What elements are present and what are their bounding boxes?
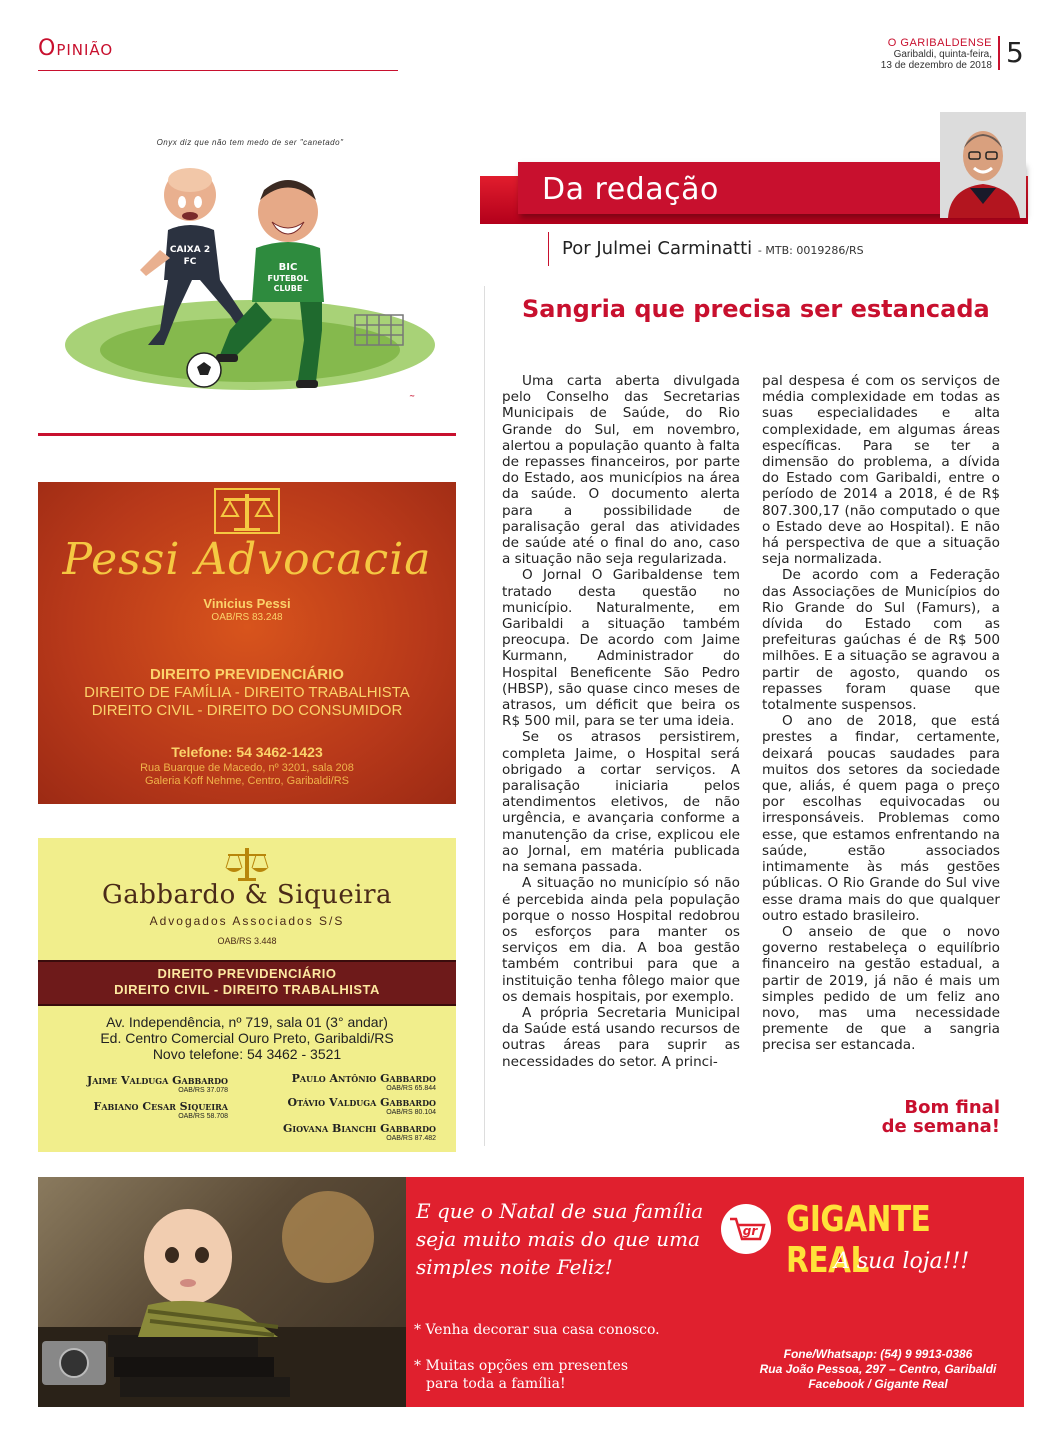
author-name: Por Julmei Carminatti — [562, 238, 753, 259]
lawyer-oab: OAB/RS 58.708 — [178, 1113, 228, 1120]
author-registration: - MTB: 0019286/RS — [757, 244, 864, 257]
lawyer-name: Jaime Valduga Gabbardo — [87, 1074, 228, 1087]
star-icon: * — [414, 1358, 421, 1374]
paper-name: O GARIBALDENSE — [887, 37, 992, 49]
pessi-area: DIREITO CIVIL - DIREITO DO CONSUMIDOR — [91, 702, 403, 719]
pessi-address-line: Rua Buarque de Macedo, nº 3201, sala 208 — [140, 762, 354, 774]
gabbardo-firm-name: Gabbardo & Siqueira — [101, 880, 393, 910]
page-number: 5 — [1006, 36, 1024, 69]
paper-info — [881, 38, 992, 71]
bullet-text: Muitas opções em presentes — [425, 1358, 629, 1374]
gigante-bullet — [414, 1357, 628, 1393]
gigante-slogan: A sua loja!!! — [834, 1249, 970, 1274]
article-paragraph: O ano de 2018, que está prestes a findar, certamente, deixará poucas saudades para muitos dos setores da sociedade que, aliás, é quem paga o preço por escolhas equivocadas ou irresponsáveis. Problemas como esse, que estamos enfrentando na saúde, estão associados intimamente às más gestões públicas. O Rio Grande do Sul vive esse drama mais do que qualquer outro estado brasileiro. — [762, 713, 1000, 924]
byline — [562, 238, 864, 259]
gabbardo-lawyer — [44, 1074, 228, 1094]
date-line-1: Garibaldi, quinta-feira, — [893, 49, 992, 60]
column-title: Da redação — [542, 172, 719, 207]
gabbardo-practice-areas — [38, 966, 456, 998]
pessi-area: DIREITO PREVIDENCIÁRIO — [150, 666, 344, 683]
star-icon: * — [414, 1322, 421, 1338]
article-paragraph: A situação no município só não é percebida ainda pela população porque o nosso Hospital redobrou os esforços para manter os serviços em dia. A boa gestão também contribui para que a instituição tenha fôlego maior que os demais hospitais, por exemplo. — [502, 875, 740, 1005]
pessi-area: DIREITO DE FAMÍLIA - DIREITO TRABALHISTA — [84, 684, 410, 701]
gabbardo-address-line: Av. Independência, nº 719, sala 01 (3° andar) — [106, 1014, 388, 1030]
section-title: Opinião — [38, 36, 114, 61]
article-column-2 — [762, 373, 1000, 1054]
article-paragraph: Uma carta aberta divulgada pelo Conselho das Secretarias Municipais de Saúde, do Rio Grande do Sul, em novembro, alertou a população quanto à falta de repasses financeiros, por parte do Estado, aos municípios na área da saúde. O documento alerta para a possibilidade de paralisação geral das atividades de saúde até o final do ano, caso a situação não seja regularizada. — [502, 373, 740, 568]
cartoon-divider — [38, 433, 456, 436]
lawyer-oab: OAB/RS 87.482 — [386, 1135, 436, 1142]
scales-of-justice-icon — [214, 488, 280, 534]
ad-gabbardo-siqueira[interactable] — [38, 838, 456, 1152]
pessi-address-line: Galeria Koff Nehme, Centro, Garibaldi/RS — [145, 775, 349, 787]
cartoon-illustration — [60, 130, 440, 420]
article-signoff — [882, 1098, 1000, 1136]
gabbardo-subtitle: Advogados Associados S/S — [149, 914, 345, 928]
shirt-right-text-3: CLUBE — [273, 284, 303, 293]
scales-of-justice-icon — [224, 846, 270, 882]
gabbardo-lawyer — [248, 1096, 436, 1116]
article-paragraph: De acordo com a Federação das Associações de Municípios do Rio Grande do Sul (Famurs), a dívida do Estado com as prefeituras gaúchas é de R$ 500 milhões. E a situação se agravou a partir de agosto, quando os repasses foram quase que totalmente suspensos. — [762, 567, 1000, 714]
gigante-contact — [738, 1347, 1018, 1392]
contact-address: Rua João Pessoa, 297 – Centro, Garibaldi — [759, 1362, 997, 1376]
shirt-right-text-1: BIC — [278, 262, 298, 273]
date-line-2: 13 de dezembro de 2018 — [880, 60, 992, 71]
gabbardo-oab: OAB/RS 3.448 — [217, 936, 277, 946]
byline-divider — [548, 232, 549, 266]
gabbardo-lawyer — [44, 1100, 228, 1120]
page-number-divider — [998, 36, 1000, 70]
article-paragraph: pal despesa é com os serviços de média complexidade em todas as suas especialidades e alta complexidade, em algumas áreas específicas. Para se ter a dimensão do problema, a dívida do Estado com Garibaldi, entre o período de 2014 a 2018, é de R$ 807.300,17 (não computado o que o Estado deve ao Hospital). E não há perspectiva de que a situação seja normalizada. — [762, 373, 1000, 568]
shirt-left-text-2: FC — [183, 257, 197, 267]
pessi-lawyer-name: Vinicius Pessi — [203, 596, 291, 611]
svg-text:~: ~ — [409, 392, 415, 400]
bullet-text: Venha decorar sua casa conosco. — [425, 1322, 660, 1338]
bullet-text: para toda a família! — [426, 1376, 566, 1392]
gabbardo-area: DIREITO CIVIL - DIREITO TRABALHISTA — [114, 982, 380, 997]
pessi-firm-name: Pessi Advocacia — [62, 534, 432, 585]
gabbardo-address-line: Ed. Centro Comercial Ouro Preto, Garibaldi/RS — [100, 1030, 394, 1046]
gabbardo-address-line: Novo telefone: 54 3462 - 3521 — [152, 1046, 342, 1062]
article-headline: Sangria que precisa ser estancada — [522, 295, 990, 323]
gabbardo-address — [38, 1014, 456, 1062]
contact-phone: Fone/Whatsapp: (54) 9 9913-0386 — [783, 1347, 973, 1361]
gigante-bullet — [414, 1321, 660, 1339]
lawyer-name: Otávio Valduga Gabbardo — [287, 1096, 436, 1109]
ad-gigante-real[interactable] — [38, 1177, 1024, 1407]
christmas-message: E que o Natal de sua família seja muito mais do que uma simples noite Feliz! — [416, 1199, 704, 1279]
gabbardo-lawyer — [218, 1122, 436, 1142]
lawyer-name: Paulo Antônio Gabbardo — [291, 1072, 436, 1085]
gabbardo-lawyer — [248, 1072, 436, 1092]
shirt-left-text-1: CAIXA 2 — [169, 245, 211, 255]
lawyer-name: Giovana Bianchi Gabbardo — [282, 1122, 436, 1135]
gigante-brand-name: GIGANTE REAL — [786, 1199, 931, 1281]
lawyer-oab: OAB/RS 65.844 — [386, 1085, 436, 1092]
baby-photo — [38, 1177, 406, 1407]
cartoon-caption: Onyx diz que não tem medo de ser "canetado" — [156, 138, 344, 147]
baby-illustration — [38, 1177, 406, 1407]
signoff-line-1: Bom final — [904, 1097, 1000, 1118]
article-paragraph: Se os atrasos persistirem, completa Jaime, o Hospital será obrigado a cortar serviços. A paralisação iniciaria pelos atendimentos eletivos, de não urgência, e avançaria conforme a manutenção da crise, explicou ele ao Jornal, em matéria publicada na semana passada. — [502, 729, 740, 876]
ad-pessi-advocacia[interactable] — [38, 482, 456, 804]
article-paragraph: O anseio de que o novo governo restabeleça o equilíbrio financeiro na gestão estadual, a partir de 2019, já não é mais um simples pedido de um feliz ano novo, mas uma necessidade premente de que a sangria precisa ser estancada. — [762, 923, 1000, 1054]
article-paragraph: O Jornal O Garibaldense tem tratado desta questão no município. Naturalmente, em Garibaldi a situação também preocupa. De acordo com Jaime Kurmann, Administrador do Hospital Beneficente São Pedro (HBSP), são quase cinco meses de atrasos, um déficit que beira os R$ 500 mil, para se ter uma ideia. — [502, 567, 740, 730]
lawyer-name: Fabiano Cesar Siqueira — [93, 1100, 228, 1113]
author-photo — [940, 112, 1026, 218]
contact-facebook[interactable]: Facebook / Gigante Real — [808, 1377, 948, 1391]
editorial-cartoon — [60, 130, 440, 420]
pessi-oab: OAB/RS 83.248 — [211, 612, 283, 623]
pessi-practice-areas — [38, 666, 456, 720]
lawyer-oab: OAB/RS 37.078 — [178, 1087, 228, 1094]
header-rule — [38, 70, 398, 71]
logo-text: gr — [742, 1224, 758, 1238]
pessi-phone: Telefone: 54 3462-1423 — [171, 744, 323, 760]
signoff-line-2: de semana! — [881, 1116, 1000, 1137]
gigante-real-logo — [720, 1203, 772, 1255]
article-column-1 — [502, 373, 740, 1070]
shirt-right-text-2: FUTEBOL — [267, 274, 309, 283]
article-paragraph: A própria Secretaria Municipal da Saúde está usando recursos de outras áreas para suprir as necessidades do setor. A princi- — [502, 1004, 740, 1070]
pessi-address — [38, 762, 456, 788]
gabbardo-area: DIREITO PREVIDENCIÁRIO — [157, 966, 337, 981]
lawyer-oab: OAB/RS 80.104 — [386, 1109, 436, 1116]
